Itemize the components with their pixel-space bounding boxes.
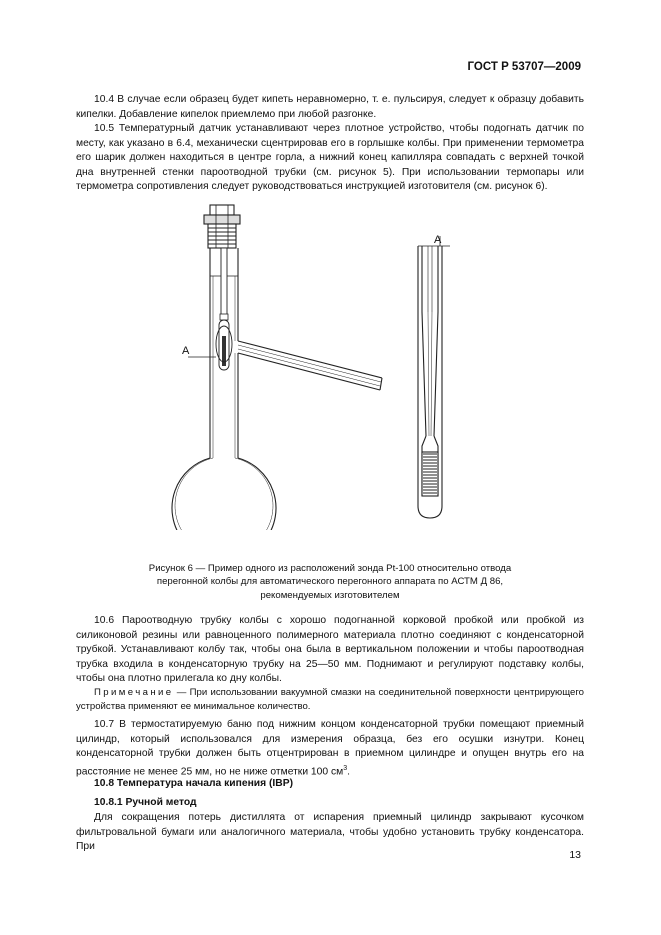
probe-fitting-nut bbox=[204, 205, 240, 248]
section-heading-10-8: 10.8 Температура начала кипения (IBP) bbox=[94, 778, 294, 789]
label-a-right: А bbox=[434, 234, 442, 246]
figure-6-distillation-flask bbox=[150, 196, 530, 530]
document-code: ГОСТ Р 53707—2009 bbox=[467, 61, 581, 73]
page-number: 13 bbox=[569, 849, 581, 861]
note: Примечание — При использовании вакуумной смазки на соединительной поверхности центрирующего устройства применяют ее минимальное количество. bbox=[76, 687, 584, 712]
paragraph-10-4: 10.4 В случае если образец будет кипеть неравномерно, т. е. пульсируя, следует к образцу добавить кипелки. Добавление кипелок приемлемо при любой разгонке. bbox=[76, 94, 584, 120]
section-heading-10-8-1: 10.8.1 Ручной метод bbox=[94, 797, 197, 808]
label-a-left: А bbox=[182, 345, 190, 357]
pt100-probe bbox=[219, 248, 229, 370]
vapor-side-tube bbox=[238, 341, 382, 390]
figure-6-caption: Рисунок 6 — Пример одного из расположений зонда Pt-100 относительно отвода перегонной колбы для автоматического перегонного аппарата по АСТМ Д 86, рекомендуемых изготовителем bbox=[148, 563, 512, 601]
paragraph-10-8-1: Для сокращения потерь дистиллята от испарения приемный цилиндр закрывают кусочком фильтровальной бумаги или аналогичного материала, чтобы удобно установить трубку конденсатора. При bbox=[76, 812, 584, 853]
paragraph-10-5: 10.5 Температурный датчик устанавливают через плотное устройство, чтобы подогнать датчик по месту, как указано в 6.4, механически сцентрировав его в горлышке колбы. При применении термометра его шарик должен находиться в центре горла, а нижний конец капилляра совпадать с верхней точкой дна внутренней стенки пароотводной трубки (см. рисунок 5). При использовании термопары или термометра сопротивления следует руководствоваться инструкцией изготовителя (см. рисунок 6). bbox=[76, 123, 584, 193]
paragraph-10-6: 10.6 Пароотводную трубку колбы с хорошо подогнанной корковой пробкой или пробкой из силиконовой резины или равноценного полимерного материала плотно соединяют с конденсаторной трубкой. Устанавливают колбу так, чтобы она была в вертикальном положении и чтобы пароотводная трубка входила в конденсаторную трубку на 25—50 мм. Поднимают и регулируют подставку колбы, чтобы она плотно прилегала ко дну колбы. bbox=[76, 615, 584, 685]
flask-bulb bbox=[172, 458, 276, 530]
detail-view-a bbox=[418, 236, 450, 518]
paragraph-10-7: 10.7 В термостатируемую баню под нижним концом конденсаторной трубки помещают приемный цилиндр, который использовался для измерения образца, без его осушки изнутри. Конец конденсаторной трубки должен быть отцентрирован в приемном цилиндре и опущен внутрь его на расстояние не менее 25 мм, но не ниже отметки 100 $см^3$. bbox=[76, 719, 584, 778]
